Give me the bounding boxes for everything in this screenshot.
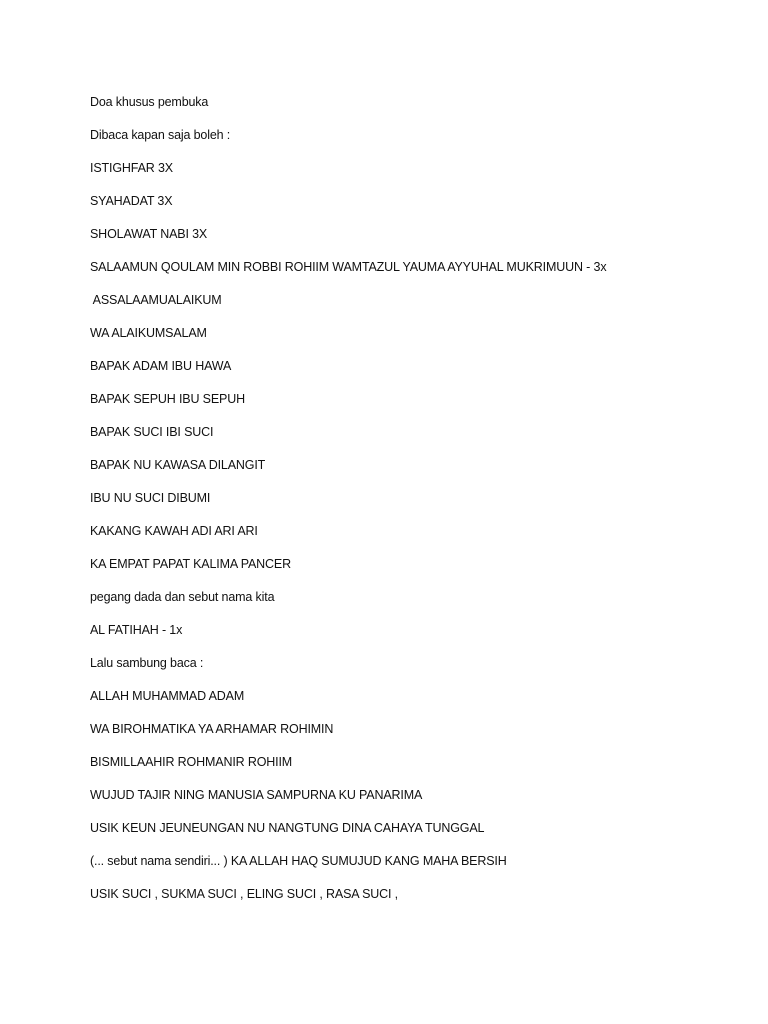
text-line: ALLAH MUHAMMAD ADAM	[90, 689, 245, 703]
text-line: KA EMPAT PAPAT KALIMA PANCER	[90, 557, 291, 571]
text-line: BAPAK NU KAWASA DILANGIT	[90, 458, 266, 472]
text-line: Lalu sambung baca :	[90, 656, 204, 670]
text-line: SALAAMUN QOULAM MIN ROBBI ROHIIM WAMTAZUL YAUMA AYYUHAL MUKRIMUUN - 3x	[90, 260, 607, 274]
text-line: ASSALAAMUALAIKUM	[90, 293, 222, 307]
text-line: WA BIROHMATIKA YA ARHAMAR ROHIMIN	[90, 722, 334, 736]
text-line: BAPAK SUCI IBI SUCI	[90, 425, 214, 439]
text-line: SYAHADAT 3X	[90, 194, 173, 208]
text-line: BAPAK ADAM IBU HAWA	[90, 359, 232, 373]
text-line: USIK KEUN JEUNEUNGAN NU NANGTUNG DINA CAHAYA TUNGGAL	[90, 821, 485, 835]
text-line: IBU NU SUCI DIBUMI	[90, 491, 211, 505]
text-line: SHOLAWAT NABI 3X	[90, 227, 208, 241]
document-body	[90, 93, 730, 918]
text-line: ISTIGHFAR 3X	[90, 161, 173, 175]
text-line: pegang dada dan sebut nama kita	[90, 590, 275, 604]
text-line: BISMILLAAHIR ROHMANIR ROHIIM	[90, 755, 293, 769]
text-line: (... sebut nama sendiri... ) KA ALLAH HAQ SUMUJUD KANG MAHA BERSIH	[90, 854, 507, 868]
text-line: KAKANG KAWAH ADI ARI ARI	[90, 524, 258, 538]
text-line: USIK SUCI , SUKMA SUCI , ELING SUCI , RASA SUCI ,	[90, 887, 399, 901]
text-line: WA ALAIKUMSALAM	[90, 326, 207, 340]
text-line: AL FATIHAH - 1x	[90, 623, 183, 637]
text-line: WUJUD TAJIR NING MANUSIA SAMPURNA KU PANARIMA	[90, 788, 423, 802]
text-line: BAPAK SEPUH IBU SEPUH	[90, 392, 245, 406]
text-line: Doa khusus pembuka	[90, 95, 209, 109]
text-line: Dibaca kapan saja boleh :	[90, 128, 231, 142]
